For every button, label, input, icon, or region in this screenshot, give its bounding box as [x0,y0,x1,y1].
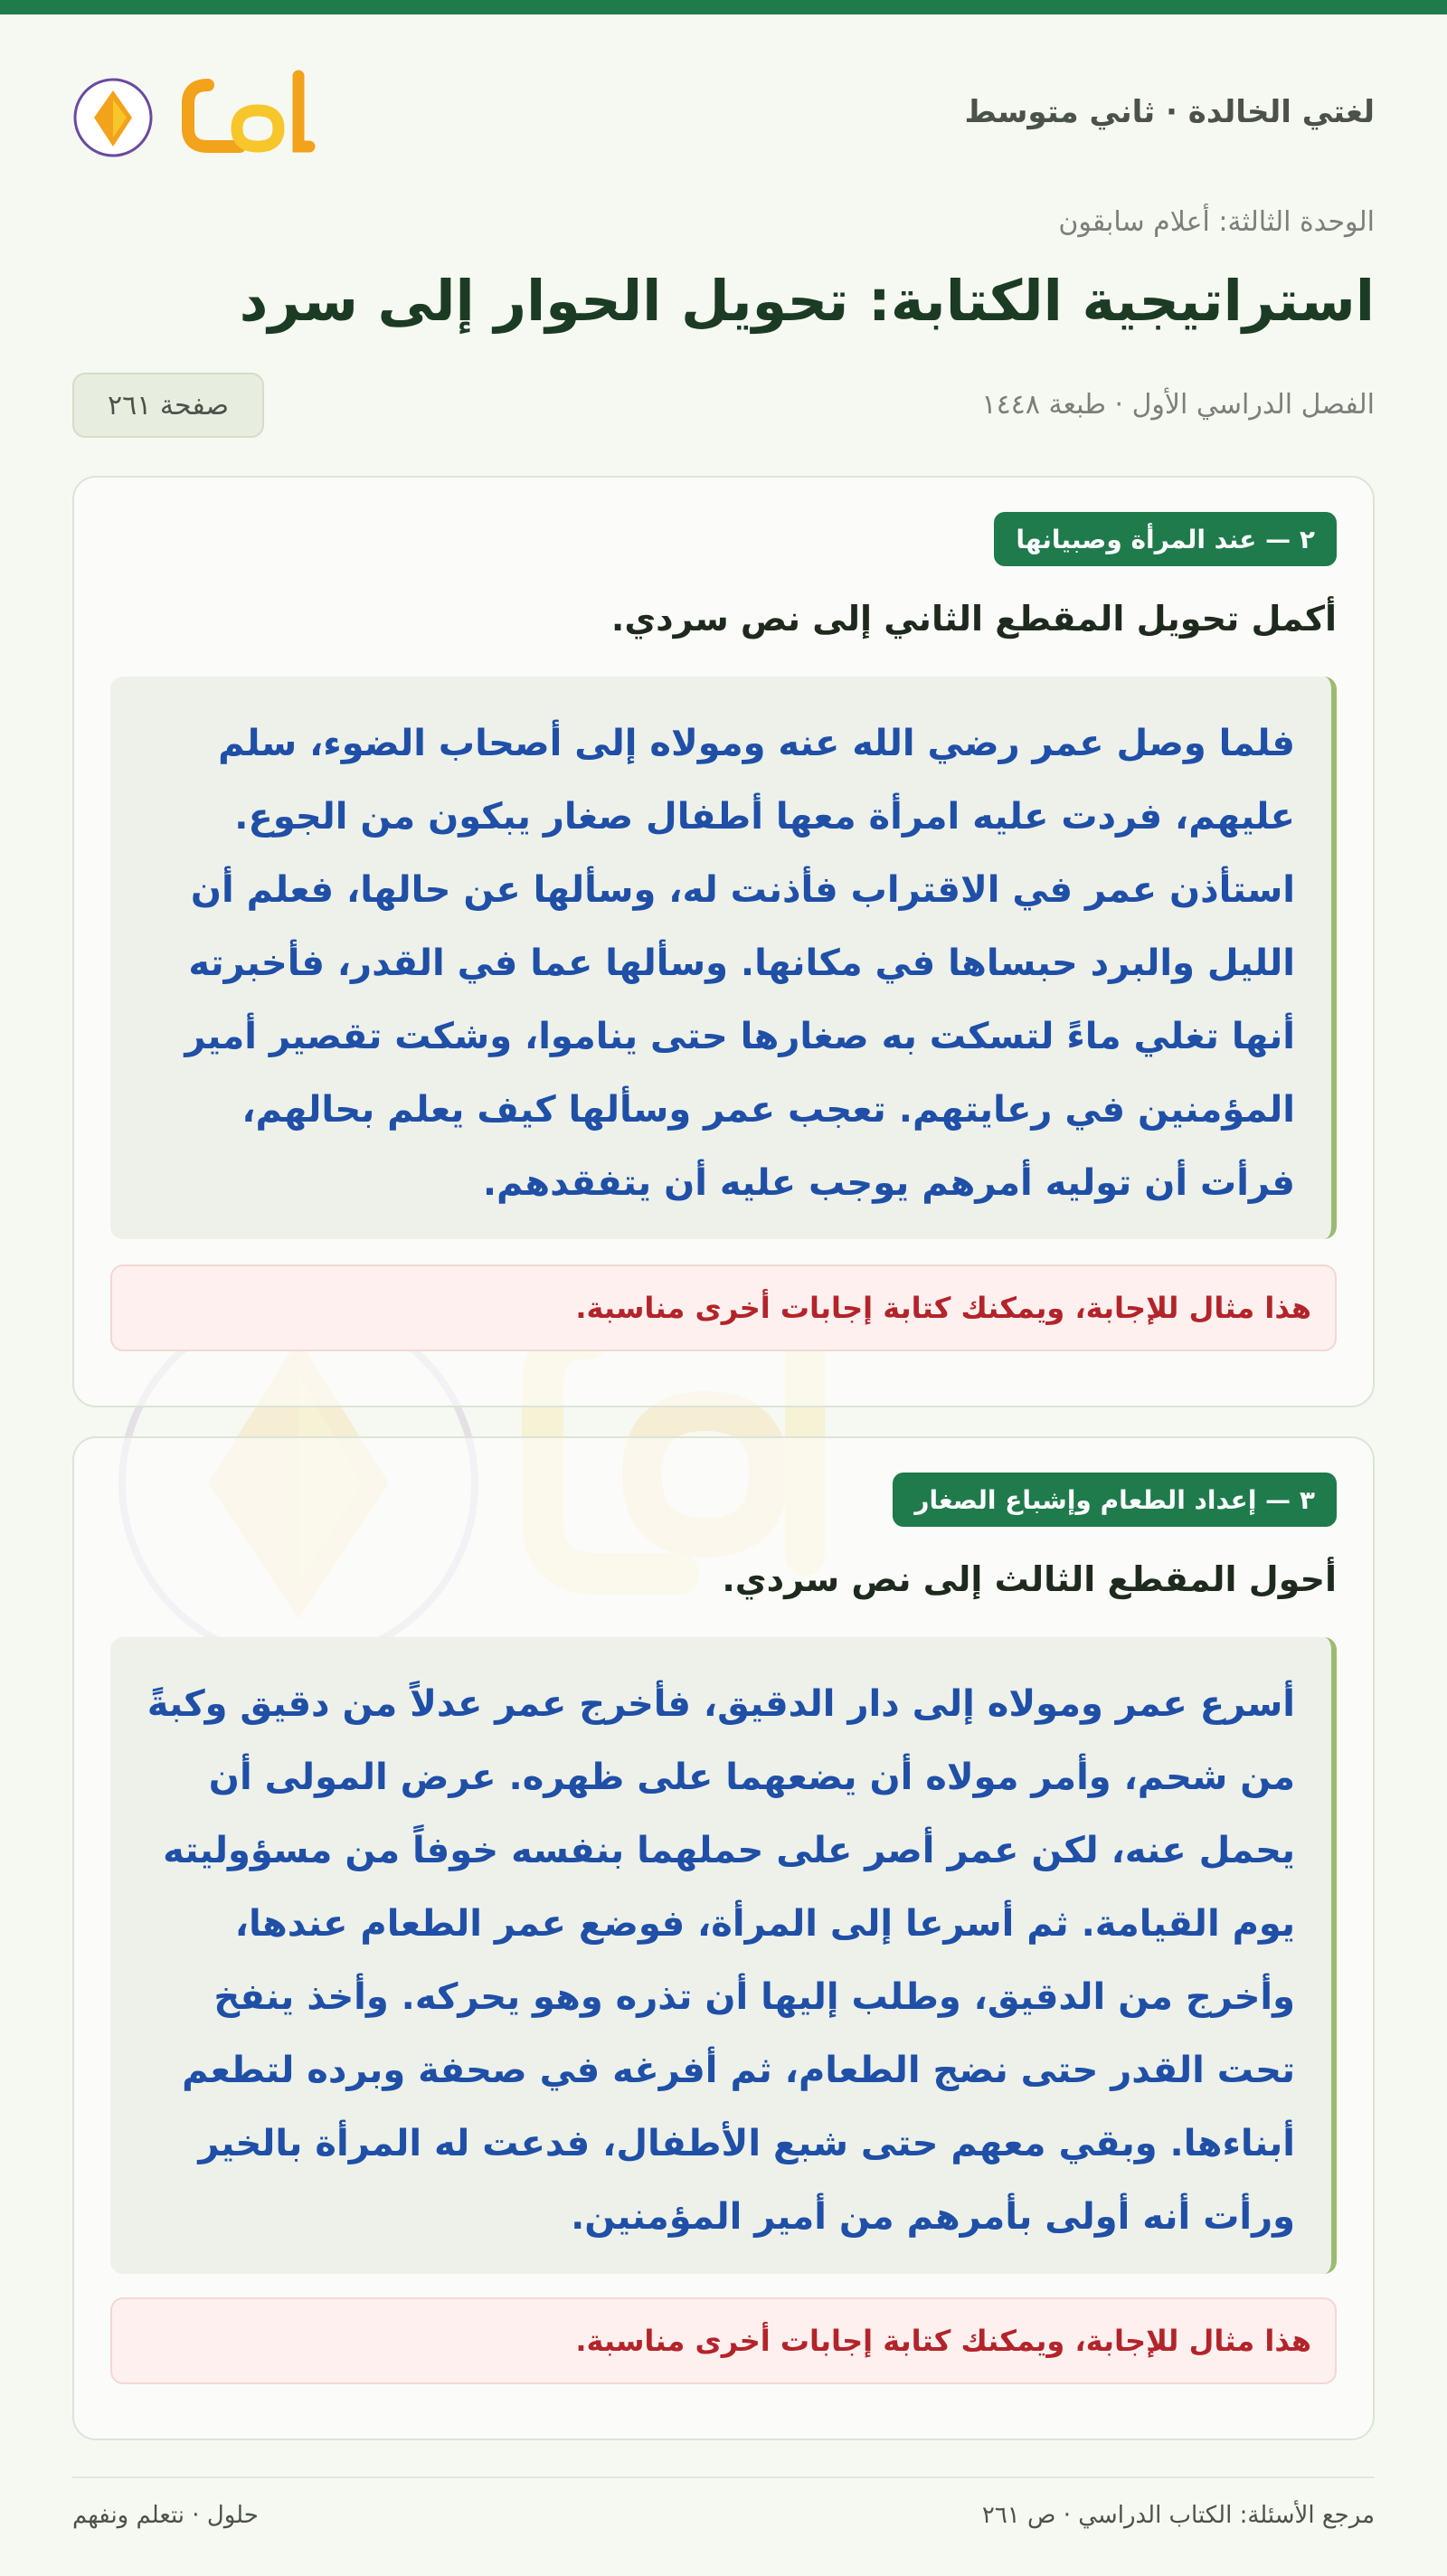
header [72,63,1375,163]
question-card [72,476,1375,1407]
answer-box [110,1637,1337,2274]
answer-note [110,1264,1337,1351]
section-badge: ٣ — إعداد الطعام وإشباع الصغار [893,1473,1337,1527]
page-title: استراتيجية الكتابة: تحويل الحوار إلى سرد [239,268,1375,334]
answer-text: أسرع عمر ومولاه إلى دار الدقيق، فأخرج عمر عدلاً من دقيق وكبةً من شحم، وأمر مولاه أن يضعهما على ظهره. عرض المولى أن يحمل عنه، لكن عمر أصر على حملهما بنفسه خوفاً من مسؤوليته يوم القيامة. ثم أسرعا إلى المرأة، فوضع عمر الطعام عندها، وأخرج من الدقيق، وطلب إليها أن تذره وهو يحركه. وأخذ ينفخ تحت القدر حتى نضج الطعام، ثم أفرغه في صحفة وبرده لتطعم أبناءها. وبقي معهم حتى شبع الأطفال، فدعت له المرأة بالخير ورأت أنه أولى بأمرهم من أمير المؤمنين. [147,1683,1295,2238]
page-number-badge: صفحة ٢٦١ [72,373,264,438]
answer-box [110,677,1337,1239]
footer-slogan: حلول · نتعلم ونفهم [72,2502,259,2529]
brand-logo[interactable] [72,63,326,163]
answer-text: فلما وصل عمر رضي الله عنه ومولاه إلى أصحاب الضوء، سلم عليهم، فردت عليه امرأة معها أطفال صغار يبكون من الجوع. استأذن عمر في الاقتراب فأذنت له، وسألها عن حالها، فعلم أن الليل والبرد حبساها في مكانها. وسألها عما في القدر، فأخبرته أنها تغلي ماءً لتسكت به صغارها حتى يناموا، وشكت تقصير أمير المؤمنين في رعايتهم. تعجب عمر وسألها كيف يعلم بحالهم، فرأت أن توليه أمرهم يوجب عليه أن يتفقدهم. [184,723,1295,1204]
unit-label: الوحدة الثالثة: أعلام سابقون [1058,206,1375,238]
top-accent-bar [0,0,1447,14]
semester-label: الفصل الدراسي الأول · طبعة ١٤٤٨ [981,389,1375,421]
question-text: أحول المقطع الثالث إلى نص سردي. [722,1559,1337,1599]
footer-divider [72,2477,1375,2478]
header-title: لغتي الخالدة · ثاني متوسط [964,94,1375,130]
question-text: أكمل تحويل المقطع الثاني إلى نص سردي. [610,599,1337,639]
answer-note-text: هذا مثال للإجابة، ويمكنك كتابة إجابات أخرى مناسبة. [575,1291,1311,1325]
answer-note [110,2297,1337,2384]
question-card [72,1436,1375,2440]
answer-note-text: هذا مثال للإجابة، ويمكنك كتابة إجابات أخرى مناسبة. [575,2324,1311,2358]
footer-reference: مرجع الأسئلة: الكتاب الدراسي · ص ٢٦١ [981,2502,1375,2529]
section-badge: ٢ — عند المرأة وصبيانها [994,512,1337,566]
